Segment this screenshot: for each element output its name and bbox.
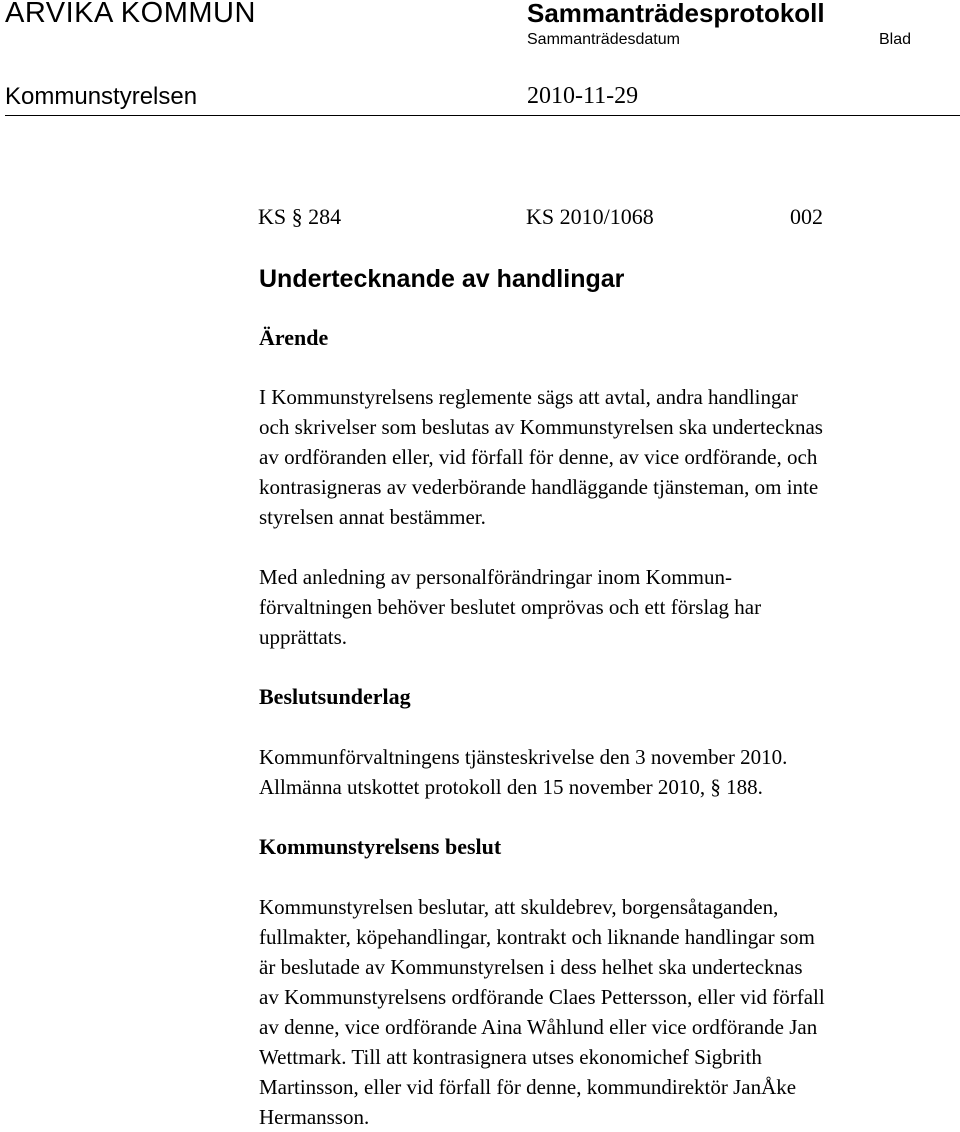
text-line: Kommunförvaltningens tjänsteskrivelse den 3 november 2010.: [259, 745, 788, 769]
section-heading-beslut: Kommunstyrelsens beslut: [259, 834, 502, 859]
text-line: av ordföranden eller, vid förfall för denne, av vice ordförande, och: [259, 445, 818, 469]
case-diary-number: KS 2010/1068: [526, 204, 654, 229]
beslutsunderlag-list: [259, 742, 949, 802]
text-line: är beslutade av Kommunstyrelsen i dess helhet ska undertecknas: [259, 955, 803, 979]
section-heading-arende: Ärende: [259, 325, 329, 350]
text-line: Wettmark. Till att kontrasignera utses ekonomichef Sigbrith: [259, 1045, 762, 1069]
meeting-date: 2010-11-29: [527, 83, 639, 109]
text-line: av Kommunstyrelsens ordförande Claes Pettersson, eller vid förfall: [259, 985, 825, 1009]
section-heading-beslutsunderlag: Beslutsunderlag: [259, 684, 411, 709]
text-line: och skrivelser som beslutas av Kommunstyrelsen ska undertecknas: [259, 415, 823, 439]
header-divider: [5, 115, 960, 116]
sheet-label: Blad: [879, 31, 912, 48]
case-paragraph-number: KS § 284: [258, 204, 342, 229]
text-line: Allmänna utskottet protokoll den 15 november 2010, § 188.: [259, 775, 763, 799]
text-line: kontrasigneras av vederbörande handläggande tjänsteman, om inte: [259, 475, 819, 499]
text-line: Hermansson.: [259, 1105, 370, 1129]
beslut-paragraph: [259, 892, 949, 1132]
text-line: Martinsson, eller vid förfall för denne, kommundirektör JanÅke: [259, 1075, 797, 1099]
text-line: upprättats.: [259, 625, 348, 649]
text-line: I Kommunstyrelsens reglemente sägs att avtal, andra handlingar: [259, 385, 798, 409]
arende-paragraph-1: [259, 382, 949, 532]
organization-name: ARVIKA KOMMUN: [5, 0, 256, 29]
committee-name: Kommunstyrelsen: [5, 83, 198, 110]
text-line: Kommunstyrelsen beslutar, att skuldebrev, borgensåtaganden,: [259, 895, 779, 919]
text-line: Med anledning av personalförändringar inom Kommun-: [259, 565, 732, 589]
text-line: förvaltningen behöver beslutet omprövas och ett förslag har: [259, 595, 762, 619]
page-title: Undertecknande av handlingar: [259, 265, 625, 293]
document-body: [259, 260, 949, 1132]
document-type: Sammanträdesprotokoll: [527, 0, 825, 28]
arende-paragraph-2: [259, 562, 949, 652]
text-line: styrelsen annat bestämmer.: [259, 505, 486, 529]
case-code: 002: [790, 204, 823, 229]
text-line: fullmakter, köpehandlingar, kontrakt och liknande handlingar som: [259, 925, 815, 949]
text-line: av denne, vice ordförande Aina Wåhlund eller vice ordförande Jan: [259, 1015, 818, 1039]
meeting-date-label: Sammanträdesdatum: [527, 31, 680, 48]
